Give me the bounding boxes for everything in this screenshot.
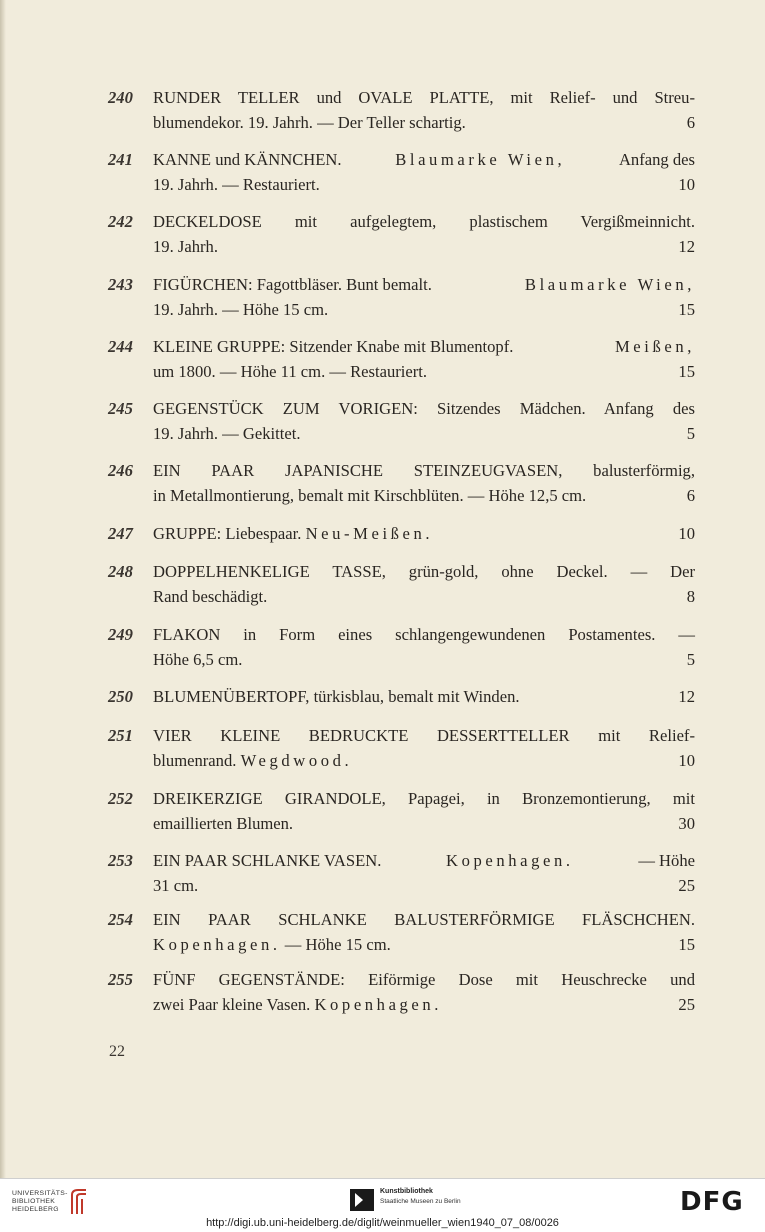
lot-price: 10 <box>678 524 695 543</box>
page-number: 22 <box>109 1043 125 1060</box>
lot-title: EIN PAAR SCHLANKE VASEN. <box>153 851 382 870</box>
lot-description-line2: Rand beschädigt. <box>153 587 268 606</box>
digitization-footer <box>0 1178 765 1232</box>
lot-description-line1 <box>153 851 695 871</box>
lot-price: 12 <box>678 237 695 256</box>
lot-text: — Höhe <box>638 851 695 870</box>
lot-description-line1: DREIKERZIGE GIRANDOLE, Papagei, in Bronzemontierung, mit <box>153 789 695 808</box>
lot-price: 10 <box>678 175 695 194</box>
manufacturer-mark: Blaumarke Wien, <box>524 275 695 294</box>
lot-description-line1 <box>153 524 695 544</box>
lot-price: 12 <box>678 687 695 706</box>
lot-description-line1: GEGENSTÜCK ZUM VORIGEN: Sitzendes Mädchen. Anfang des <box>153 399 695 418</box>
lot-description-line2 <box>153 751 695 771</box>
manufacturer-mark: Meißen, <box>614 337 695 356</box>
lot-number: 240 <box>108 88 133 107</box>
lot-price: 8 <box>686 587 695 606</box>
lot-title: GRUPPE: Liebespaar. <box>153 524 302 543</box>
lot-description-line2: 19. Jahrh. — Höhe 15 cm. <box>153 300 329 319</box>
lot-price: 5 <box>686 424 695 443</box>
lot-description-line2: 19. Jahrh. — Restauriert. <box>153 175 320 194</box>
kunstbibliothek-logo-icon <box>350 1189 374 1211</box>
manufacturer-mark: Blaumarke Wien, <box>395 150 566 169</box>
lot-description-line1: EIN PAAR JAPANISCHE STEINZEUGVASEN, balusterförmig, <box>153 461 695 480</box>
lot-description-line2: Höhe 6,5 cm. <box>153 650 243 669</box>
university-library-logo-icon <box>68 1187 90 1217</box>
lot-price: 25 <box>678 995 695 1014</box>
lot-number: 248 <box>108 562 133 581</box>
permalink-url[interactable]: http://digi.ub.uni-heidelberg.de/diglit/weinmueller_wien1940_07_08/0026 <box>206 1217 559 1229</box>
lot-description-line2: um 1800. — Höhe 11 cm. — Restauriert. <box>153 362 428 381</box>
lot-price: 25 <box>678 876 695 895</box>
lot-number: 252 <box>108 789 133 808</box>
lot-description-line2 <box>153 995 695 1015</box>
lot-description-line1: VIER KLEINE BEDRUCKTE DESSERTTELLER mit Relief- <box>153 726 695 745</box>
lot-number: 242 <box>108 212 133 231</box>
lot-text: Anfang des <box>618 150 695 169</box>
lot-number: 253 <box>108 851 133 870</box>
kunstbibliothek-subtitle: Staatliche Museen zu Berlin <box>380 1198 461 1205</box>
lot-number: 245 <box>108 399 133 418</box>
lot-description-line1 <box>153 150 695 170</box>
lot-text: zwei Paar kleine Vasen. <box>153 995 311 1014</box>
lot-number: 247 <box>108 524 133 543</box>
lot-text: blumenrand. <box>153 751 237 770</box>
lot-number: 249 <box>108 625 133 644</box>
lot-number: 250 <box>108 687 133 706</box>
lot-description-line1: BLUMENÜBERTOPF, türkisblau, bemalt mit Winden. <box>153 687 520 706</box>
lot-description-line1 <box>153 337 695 357</box>
lot-number: 255 <box>108 970 133 989</box>
lot-number: 244 <box>108 337 133 356</box>
lot-title: KANNE und KÄNNCHEN. <box>153 150 342 169</box>
lot-price: 6 <box>686 486 695 505</box>
lot-description-line1: EIN PAAR SCHLANKE BALUSTERFÖRMIGE FLÄSCHCHEN. <box>153 910 695 929</box>
lot-price: 15 <box>678 362 695 381</box>
manufacturer-mark: Kopenhagen. <box>446 851 574 870</box>
kunstbibliothek-title[interactable]: Kunstbibliothek <box>380 1188 433 1195</box>
lot-description-line1: DECKELDOSE mit aufgelegtem, plastischem Vergißmeinnicht. <box>153 212 695 231</box>
lot-description-line1: DOPPELHENKELIGE TASSE, grün-gold, ohne Deckel. — Der <box>153 562 695 581</box>
lot-description-line1: FLAKON in Form eines schlangengewundenen Postamentes. — <box>153 625 695 644</box>
manufacturer-mark: Neu-Meißen. <box>305 524 434 543</box>
lot-text: — Höhe 15 cm. <box>284 935 391 954</box>
lot-price: 6 <box>686 113 695 132</box>
lot-price: 15 <box>678 300 695 319</box>
lot-description-line2: 31 cm. <box>153 876 199 895</box>
lot-description-line1: FÜNF GEGENSTÄNDE: Eiförmige Dose mit Heuschrecke und <box>153 970 695 989</box>
lot-description-line2: 19. Jahrh. — Gekittet. <box>153 424 301 443</box>
lot-description-line2: in Metallmontierung, bemalt mit Kirschblüten. — Höhe 12,5 cm. <box>153 486 587 505</box>
manufacturer-mark: Kopenhagen. <box>153 935 281 954</box>
lot-title: FIGÜRCHEN: Fagottbläser. Bunt bemalt. <box>153 275 432 294</box>
university-library-logo-text[interactable]: UNIVERSITÄTS- BIBLIOTHEK HEIDELBERG <box>12 1190 68 1213</box>
lot-number: 241 <box>108 150 133 169</box>
manufacturer-mark: Kopenhagen. <box>314 995 443 1014</box>
lot-description-line2: 19. Jahrh. <box>153 237 218 256</box>
lot-number: 251 <box>108 726 133 745</box>
lot-number: 246 <box>108 461 133 480</box>
lot-description-line2 <box>153 935 695 955</box>
dfg-logo[interactable]: DFG <box>680 1187 744 1217</box>
lot-description-line2: blumendekor. 19. Jahrh. — Der Teller schartig. <box>153 113 466 132</box>
lot-number: 243 <box>108 275 133 294</box>
lot-price: 15 <box>678 935 695 954</box>
lot-number: 254 <box>108 910 133 929</box>
lot-description-line1: RUNDER TELLER und OVALE PLATTE, mit Relief- und Streu- <box>153 88 695 107</box>
lot-price: 5 <box>686 650 695 669</box>
lot-description-line2: emaillierten Blumen. <box>153 814 294 833</box>
manufacturer-mark: Wegdwood. <box>240 751 353 770</box>
lot-title: KLEINE GRUPPE: Sitzender Knabe mit Blumentopf. <box>153 337 514 356</box>
lot-description-line1 <box>153 275 695 295</box>
lot-price: 30 <box>678 814 695 833</box>
lot-price: 10 <box>678 751 695 770</box>
